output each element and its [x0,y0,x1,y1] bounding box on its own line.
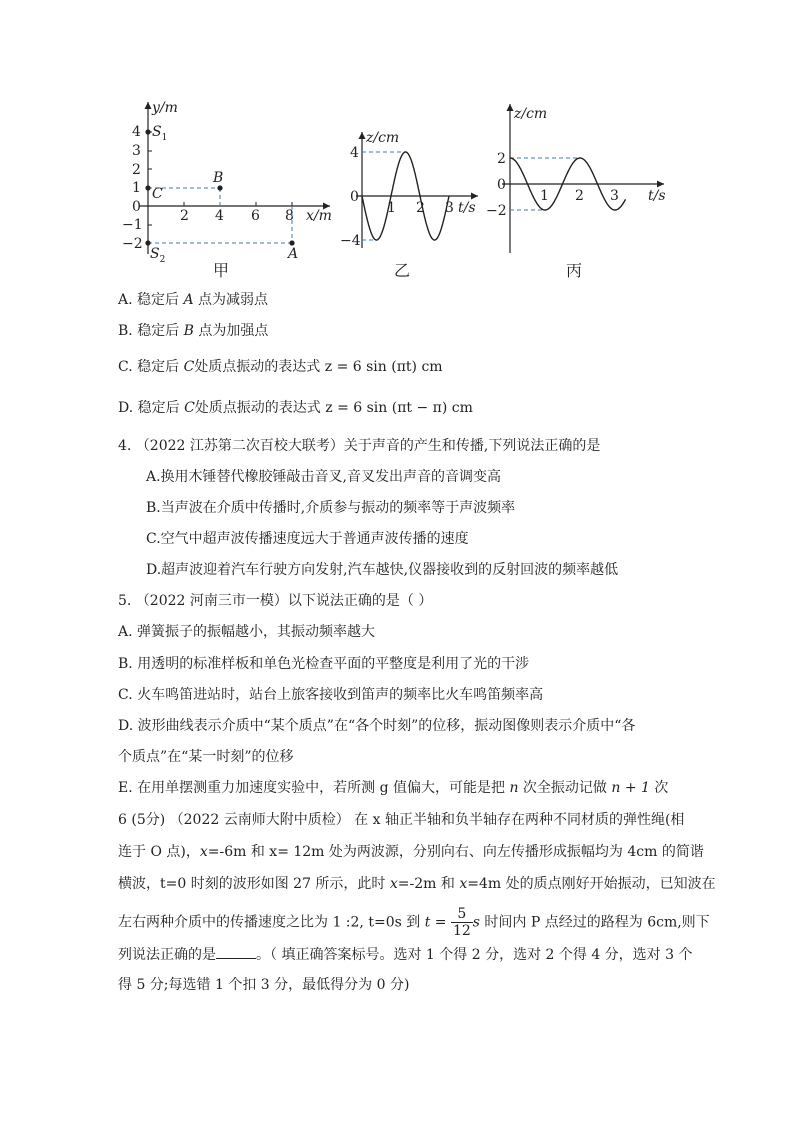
z-tick-0: 0 [497,177,506,193]
y-tick-labels [122,124,143,252]
option-a: A. 稳定后 A 点为减弱点 [118,292,269,308]
point-s1 [145,129,150,134]
t-tick-2: 2 [416,200,425,216]
q4-option-b: B.当声波在介质中传播时,介质参与振动的频率等于声波频率 [146,500,516,516]
z-tick-0: 0 [350,189,359,205]
point-a [289,240,294,245]
figure-yi [336,126,486,256]
q5-option-d-line1: D. 波形曲线表示介质中“某个质点”在“各个时刻”的位移，振动图像则表示介质中“各 [118,718,636,734]
label-s2: $S_2$ [150,246,166,265]
z-tick-neg2: −2 [486,203,507,219]
z-tick-neg4: −4 [340,233,361,249]
x-axis-label: x/m [306,208,332,224]
z-axis-label: z/cm [366,130,400,146]
y-tick-0: 0 [132,199,141,215]
q4-option-d: D.超声波迎着汽车行驶方向发射,汽车越快,仪器接收到的反射回波的频率越低 [146,562,619,578]
q5-option-a: A. 弹簧振子的振幅越小，其振动频率越大 [118,624,376,640]
y-tick-3: 3 [132,143,141,159]
point-c [145,185,150,190]
y-axis-label: y/m [152,100,178,116]
q4-option-c: C.空气中超声波传播速度远大于普通声波传播的速度 [146,531,469,547]
x-tick-2: 2 [180,208,189,224]
t-tick-1: 1 [387,200,396,216]
t-tick-3: 3 [610,188,619,204]
y-tick-1: 1 [132,180,141,196]
q4-stem: 4. （2022 江苏第二次百校大联考）关于声音的产生和传播,下列说法正确的是 [118,438,601,454]
y-tick-neg1: −1 [122,217,143,233]
z-tick-2: 2 [497,151,506,167]
t-axis-label: t/s [648,188,666,204]
q5-stem: 5. （2022 河南三市一模）以下说法正确的是（ ） [118,593,433,609]
figure-jia-svg [122,96,340,266]
label-c: C [152,186,163,202]
y-tick-neg2: −2 [122,236,143,252]
z-tick-4: 4 [350,145,359,161]
q5-option-d-line2: 个质点”在“某一时刻”的位移 [118,749,294,765]
figure-yi-svg [336,126,486,256]
label-b: B [213,170,224,186]
z-axis-label: z/cm [514,106,548,122]
x-tick-8: 8 [285,208,294,224]
answer-blank[interactable] [216,944,256,959]
q4-option-a: A.换用木锤替代橡胶锤敲击音叉,音叉发出声音的音调变高 [146,469,502,485]
figure-yi-caption: 乙 [394,261,411,280]
y-tick-2: 2 [132,162,141,178]
label-s1: $S_1$ [152,124,168,143]
figure-bing [488,98,668,258]
q5-option-c: C. 火车鸣笛进站时，站台上旅客接收到笛声的频率比火车鸣笛频率高 [118,687,544,703]
t-tick-2: 2 [575,188,584,204]
q6-line2: 连于 O 点)，x=-6m 和 x= 12m 处为两波源，分别向右、向左传播形成振幅均为 4cm 的简谐 [118,844,704,860]
q6-line5: 列说法正确的是 。（ 填正确答案标号。选对 1 个得 2 分，选对 2 个得 4 分，选对 3 个 [118,944,693,965]
t-tick-1: 1 [540,188,549,204]
q6-line6: 得 5 分;每选错 1 个扣 3 分，最低得分为 0 分) [118,977,410,993]
q6-line1: 6 (5分) （2022 云南师大附中质检） 在 x 轴正半轴和负半轴存在两种不同材质的弹性绳(相 [118,812,685,828]
q5-option-b: B. 用透明的标准样板和单色光检查平面的平整度是利用了光的干涉 [118,656,530,672]
t-axis-label: t/s [458,200,476,216]
q5-option-e: E. 在用单摆测重力加速度实验中，若所测 g 值偏大，可能是把 n 次全振动记做 n + 1 次 [118,780,669,796]
option-d: D. 稳定后 C处质点振动的表达式 z = 6 sin (πt − π) cm [118,400,473,416]
figure-bing-svg [488,98,668,258]
x-tick-4: 4 [215,208,224,224]
figure-bing-caption: 丙 [566,261,583,280]
x-tick-labels [180,208,294,224]
fraction-5-12: $\frac{5}{12}$ [452,906,471,939]
figure-jia [122,96,340,266]
option-b: B. 稳定后 B 点为加强点 [118,323,269,339]
q6-line3: 横波，t=0 时刻的波形如图 27 所示，此时 x=-2m 和 x=4m 处的质点刚好开始振动，已知波在 [118,876,716,892]
figure-jia-caption: 甲 [213,261,230,280]
point-s2 [145,240,150,245]
option-c: C. 稳定后 C处质点振动的表达式 z = 6 sin (πt) cm [118,359,443,375]
label-a: A [288,246,299,262]
y-tick-4: 4 [132,124,141,140]
x-tick-6: 6 [251,208,260,224]
t-tick-3: 3 [445,200,454,216]
q6-line4: 左右两种介质中的传播速度之比为 1 :2, t=0s 到 t = $\frac{5}{12}$ s 时间内 P 点经过的路程为 6cm,则下 [118,906,710,939]
point-b [217,185,222,190]
